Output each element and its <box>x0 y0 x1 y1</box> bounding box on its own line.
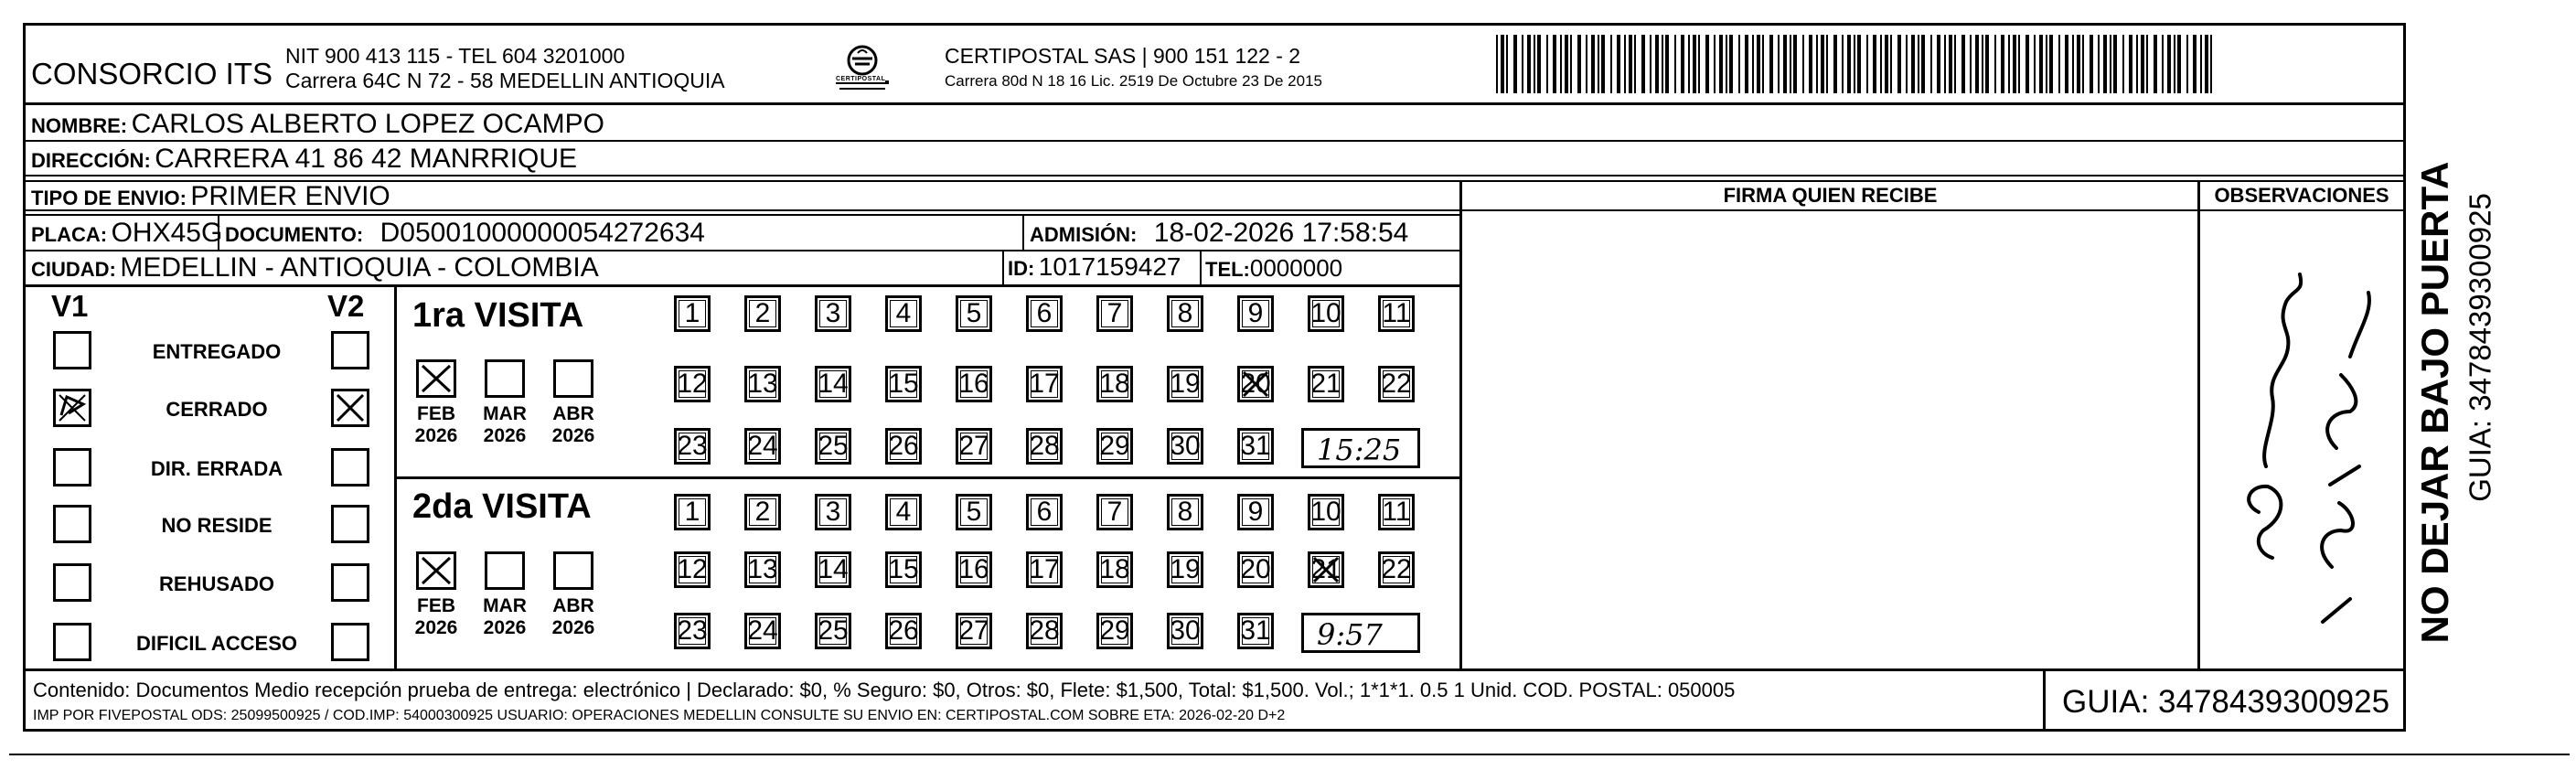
barcode-bar <box>1890 35 1892 93</box>
barcode-bar <box>2103 35 2107 93</box>
barcode-bar <box>1982 35 1983 93</box>
barcode-bar <box>1560 35 1562 93</box>
barcode-bar <box>1975 35 1979 93</box>
status-label: CERRADO <box>166 398 268 421</box>
first-day-cell[interactable]: 12 <box>674 366 711 402</box>
first-time-value: 15:25 <box>1317 433 1402 467</box>
first-day-cell[interactable]: 14 <box>815 366 851 402</box>
barcode-bar <box>1688 35 1690 93</box>
nombre-label: NOMBRE: <box>31 114 128 137</box>
barcode-bar <box>2026 35 2029 93</box>
second-day-cell[interactable]: 14 <box>815 551 851 588</box>
barcode-bar <box>2136 35 2138 93</box>
v1-checkbox[interactable] <box>53 448 91 487</box>
barcode-bar <box>1665 35 1669 93</box>
barcode-bar <box>1591 35 1595 93</box>
footer-guia: GUIA: 3478439300925 <box>2062 684 2390 720</box>
second-day-cell[interactable]: 23 <box>674 613 711 649</box>
barcode-bar <box>1783 35 1787 93</box>
second-day-cell[interactable]: 26 <box>885 613 922 649</box>
barcode-bar <box>1629 35 1632 93</box>
barcode-bar <box>1954 35 1956 93</box>
barcode-bar <box>1821 35 1824 93</box>
second-day-cell[interactable]: 29 <box>1096 613 1133 649</box>
v2-checkbox[interactable] <box>331 505 369 543</box>
barcode-bar <box>1610 35 1612 93</box>
first-month-checkbox[interactable] <box>553 359 593 398</box>
second-day-cell[interactable]: 24 <box>744 613 781 649</box>
second-month-label <box>545 595 602 639</box>
barcode-bar <box>1854 35 1855 93</box>
barcode-bar <box>1921 35 1925 93</box>
second-day-cell[interactable]: 31 <box>1237 613 1274 649</box>
tel-value: 0000000 <box>1249 254 1343 282</box>
observaciones-header: OBSERVACIONES <box>2214 184 2389 207</box>
barcode-bar <box>2090 35 2093 93</box>
barcode-bar <box>1598 35 1599 93</box>
second-day-cell[interactable]: 15 <box>885 551 922 588</box>
barcode-bar <box>1911 35 1915 93</box>
barcode-bar <box>1705 35 1709 93</box>
admision-value: 18-02-2026 17:58:54 <box>1153 218 1409 248</box>
barcode-bar <box>2146 35 2148 93</box>
second-month-label <box>408 595 465 639</box>
barcode-bar <box>1662 35 1663 93</box>
barcode-bar <box>2065 35 2068 93</box>
first-day-cell[interactable]: 24 <box>744 428 781 465</box>
v1-checkbox[interactable] <box>53 331 91 369</box>
barcode-bar <box>1601 35 1605 93</box>
barcode-bar <box>1857 35 1861 93</box>
barcode-bar <box>1762 35 1764 93</box>
second-day-cell[interactable]: 8 <box>1167 494 1203 530</box>
first-day-cell[interactable]: 7 <box>1096 295 1133 332</box>
month-year: 2026 <box>414 617 458 639</box>
barcode-bar <box>1847 35 1851 93</box>
company-name: CONSORCIO ITS <box>31 57 273 91</box>
first-day-cell[interactable]: 5 <box>956 295 992 332</box>
barcode-bar <box>1970 35 1972 93</box>
month-name: MAR <box>483 403 527 424</box>
certipostal-logo <box>830 42 894 93</box>
observaciones-text: D negro 18/2/26 <box>2222 238 2229 239</box>
barcode-bar <box>1570 35 1572 93</box>
second-day-cell[interactable]: 28 <box>1026 613 1063 649</box>
first-day-cell[interactable]: 2 <box>744 295 781 332</box>
second-month-label <box>476 595 533 639</box>
barcode-bar <box>1693 35 1696 93</box>
second-day-cell[interactable]: 12 <box>674 551 711 588</box>
second-day-cell[interactable]: 4 <box>885 494 922 530</box>
second-day-cell[interactable]: 1 <box>674 494 711 530</box>
month-year: 2026 <box>414 425 458 447</box>
second-month-checkbox[interactable] <box>485 551 525 590</box>
second-day-cell[interactable]: 19 <box>1167 551 1203 588</box>
barcode-bar <box>1729 35 1733 93</box>
barcode-bar <box>1513 35 1517 93</box>
barcode-bar <box>2018 35 2020 93</box>
barcode-bar <box>2110 35 2111 93</box>
barcode-bar <box>1985 35 1989 93</box>
barcode-bar <box>1769 35 1773 93</box>
first-day-cell[interactable]: 17 <box>1026 366 1063 402</box>
first-day-cell[interactable]: 13 <box>744 366 781 402</box>
barcode-bar <box>2205 35 2208 93</box>
second-day-cell[interactable]: 20 <box>1237 551 1274 588</box>
status-label: DIR. ERRADA <box>150 457 283 480</box>
second-day-cell[interactable]: 6 <box>1026 494 1063 530</box>
barcode-bar <box>1757 35 1760 93</box>
barcode-bar <box>1826 35 1828 93</box>
barcode-bar <box>2039 35 2043 93</box>
barcode-bar <box>1634 35 1636 93</box>
barcode-bar <box>1577 35 1581 93</box>
month-year: 2026 <box>551 425 595 447</box>
barcode-bar <box>2013 35 2016 93</box>
footer-print-info: IMP POR FIVEPOSTAL ODS: 25099500925 / COD.IMP: 54000300925 USUARIO: OPERACIONES MEDELLIN CONSULTE SU ENVIO EN: CERTIPOSTAL.COM SOBRE ETA: 2026-02-20 D+2 <box>33 708 1286 723</box>
barcode-bar <box>1496 35 1498 93</box>
barcode <box>1496 35 2218 93</box>
guia-vertical: GUIA: 3478439300925 <box>2463 193 2497 502</box>
barcode-bar <box>1842 35 1844 93</box>
v1-checkbox[interactable] <box>53 623 91 661</box>
barcode-bar <box>1522 35 1523 93</box>
nombre-row <box>31 111 604 138</box>
barcode-bar <box>1961 35 1965 93</box>
first-day-cell[interactable]: 31 <box>1237 428 1274 465</box>
barcode-bar <box>1674 35 1676 93</box>
second-day-cell[interactable]: 27 <box>956 613 992 649</box>
first-day-cell[interactable]: 16 <box>956 366 992 402</box>
first-day-cell[interactable]: 15 <box>885 366 922 402</box>
barcode-bar <box>2001 35 2004 93</box>
direccion-label: DIRECCIÓN: <box>31 149 151 172</box>
second-day-cell[interactable]: 7 <box>1096 494 1133 530</box>
ciudad-label: CIUDAD: <box>31 258 116 281</box>
documento-field <box>225 219 705 247</box>
barcode-bar <box>2049 35 2053 93</box>
v2-checkbox[interactable] <box>331 331 369 369</box>
v1-header: V1 <box>51 289 89 323</box>
documento-value: D05001000000054272634 <box>379 218 705 248</box>
barcode-bar <box>1527 35 1531 93</box>
direccion-value: CARRERA 41 86 42 MANRRIQUE <box>155 144 578 174</box>
v1-checkbox[interactable] <box>53 389 91 427</box>
first-day-cell[interactable]: 27 <box>956 428 992 465</box>
certipostal-line: CERTIPOSTAL SAS | 900 151 122 - 2 <box>945 44 1301 68</box>
id-label: ID: <box>1008 257 1035 280</box>
barcode-bar <box>1641 35 1645 93</box>
license-line: Carrera 80d N 18 16 Lic. 2519 De Octubre 23 De 2015 <box>945 72 1322 90</box>
first-day-cell[interactable]: 10 <box>1308 295 1344 332</box>
v2-checkbox[interactable] <box>331 448 369 487</box>
id-field <box>1008 254 1181 280</box>
barcode-bar <box>1586 35 1587 93</box>
status-label: DIFICIL ACCESO <box>135 632 297 655</box>
barcode-bar <box>1537 35 1541 93</box>
first-time-box[interactable] <box>1301 428 1420 468</box>
first-month-label <box>476 403 533 447</box>
id-value: 1017159427 <box>1038 252 1181 281</box>
barcode-bar <box>2113 35 2117 93</box>
first-month-label <box>408 403 465 447</box>
first-day-cell[interactable]: 21 <box>1308 366 1344 402</box>
status-label: ENTREGADO <box>152 340 282 363</box>
barcode-bar <box>1937 35 1940 93</box>
barcode-bar <box>1752 35 1754 93</box>
barcode-bar <box>2072 35 2074 93</box>
month-name: ABR <box>552 403 594 424</box>
nombre-value: CARLOS ALBERTO LOPEZ OCAMPO <box>131 109 604 139</box>
logo-caption: CERTIPOSTAL <box>836 76 886 82</box>
month-name: MAR <box>483 595 527 616</box>
v2-checkbox[interactable] <box>331 389 369 427</box>
barcode-bar <box>1546 35 1548 93</box>
second-month-checkbox[interactable] <box>416 551 456 590</box>
no-dejar-warning: NO DEJAR BAJO PUERTA <box>2413 161 2456 644</box>
nit-line: NIT 900 413 115 - TEL 604 3201000 <box>285 44 625 68</box>
barcode-bar <box>2046 35 2047 93</box>
barcode-bar <box>1698 35 1700 93</box>
first-day-cell[interactable]: 6 <box>1026 295 1063 332</box>
barcode-bar <box>1617 35 1620 93</box>
direccion-row <box>31 145 577 173</box>
status-label: REHUSADO <box>159 572 274 595</box>
first-visit-title: 1ra VISITA <box>412 296 584 335</box>
v1-checkbox[interactable] <box>53 505 91 543</box>
barcode-bar <box>1885 35 1888 93</box>
second-visit-title: 2da VISITA <box>412 487 592 526</box>
barcode-bar <box>2210 35 2212 93</box>
barcode-bar <box>2122 35 2124 93</box>
address-line: Carrera 64C N 72 - 58 MEDELLIN ANTIOQUIA <box>285 69 725 92</box>
barcode-bar <box>1745 35 1748 93</box>
second-day-cell[interactable]: 3 <box>815 494 851 530</box>
second-day-cell[interactable]: 11 <box>1378 494 1415 530</box>
barcode-bar <box>2154 35 2157 93</box>
barcode-bar <box>1816 35 1818 93</box>
second-month-checkbox[interactable] <box>553 551 593 590</box>
documento-label: DOCUMENTO: <box>225 223 364 246</box>
barcode-bar <box>1714 35 1716 93</box>
admision-field <box>1030 219 1408 247</box>
first-day-cell[interactable]: 20 <box>1237 366 1274 402</box>
first-day-cell[interactable]: 22 <box>1378 366 1415 402</box>
barcode-bar <box>1906 35 1908 93</box>
second-day-cell[interactable]: 25 <box>815 613 851 649</box>
v2-header: V2 <box>327 289 365 323</box>
second-day-cell[interactable]: 18 <box>1096 551 1133 588</box>
admision-label: ADMISIÓN: <box>1030 223 1138 246</box>
second-day-cell[interactable]: 30 <box>1167 613 1203 649</box>
month-name: FEB <box>417 403 455 424</box>
barcode-bar <box>1534 35 1535 93</box>
barcode-bar <box>1726 35 1727 93</box>
barcode-bar <box>2034 35 2036 93</box>
barcode-bar <box>1994 35 1996 93</box>
first-day-cell[interactable]: 8 <box>1167 295 1203 332</box>
month-name: ABR <box>552 595 594 616</box>
barcode-bar <box>1790 35 1791 93</box>
barcode-bar <box>1880 35 1882 93</box>
barcode-bar <box>1506 35 1508 93</box>
barcode-bar <box>2177 35 2181 93</box>
first-day-cell[interactable]: 3 <box>815 295 851 332</box>
barcode-bar <box>2186 35 2188 93</box>
barcode-bar <box>1719 35 1723 93</box>
barcode-bar <box>2174 35 2175 93</box>
first-day-cell[interactable]: 9 <box>1237 295 1274 332</box>
barcode-bar <box>2082 35 2084 93</box>
second-day-cell[interactable]: 13 <box>744 551 781 588</box>
first-day-cell[interactable]: 1 <box>674 295 711 332</box>
barcode-bar <box>1778 35 1780 93</box>
barcode-bar <box>2058 35 2060 93</box>
month-year: 2026 <box>551 617 595 639</box>
second-day-cell[interactable]: 2 <box>744 494 781 530</box>
barcode-bar <box>1944 35 1946 93</box>
first-day-cell[interactable]: 11 <box>1378 295 1415 332</box>
month-year: 2026 <box>483 425 527 447</box>
barcode-bar <box>1866 35 1868 93</box>
second-day-cell[interactable]: 5 <box>956 494 992 530</box>
status-label: NO RESIDE <box>161 514 273 537</box>
barcode-bar <box>2008 35 2010 93</box>
tel-field <box>1205 256 1342 280</box>
barcode-bar <box>1949 35 1952 93</box>
first-month-label <box>545 403 602 447</box>
second-day-cell[interactable]: 22 <box>1378 551 1415 588</box>
second-day-cell[interactable]: 9 <box>1237 494 1274 530</box>
first-day-cell[interactable]: 26 <box>885 428 922 465</box>
barcode-bar <box>1565 35 1568 93</box>
barcode-bar <box>1833 35 1837 93</box>
v1-checkbox[interactable] <box>53 563 91 602</box>
firma-header: FIRMA QUIEN RECIBE <box>1723 184 1938 207</box>
barcode-bar <box>2077 35 2080 93</box>
barcode-bar <box>1681 35 1684 93</box>
ciudad-field <box>31 254 599 282</box>
second-time-value: 9:57 <box>1317 617 1383 652</box>
first-day-cell[interactable]: 28 <box>1026 428 1063 465</box>
placa-field <box>31 219 222 247</box>
v2-checkbox[interactable] <box>331 623 369 661</box>
tipo-envio-label: TIPO DE ENVIO: <box>31 187 187 209</box>
tipo-envio-row <box>31 183 390 210</box>
barcode-bar <box>1738 35 1740 93</box>
barcode-bar <box>2098 35 2100 93</box>
second-day-cell[interactable]: 17 <box>1026 551 1063 588</box>
barcode-bar <box>1809 35 1812 93</box>
barcode-bar <box>2193 35 2197 93</box>
first-day-cell[interactable]: 4 <box>885 295 922 332</box>
first-month-checkbox[interactable] <box>485 359 525 398</box>
observaciones-handwriting <box>2222 238 2396 658</box>
first-month-checkbox[interactable] <box>416 359 456 398</box>
barcode-bar <box>1655 35 1659 93</box>
placa-label: PLACA: <box>31 223 108 246</box>
barcode-bar <box>1873 35 1876 93</box>
placa-value: OHX45G <box>111 218 223 248</box>
first-day-cell[interactable]: 23 <box>674 428 711 465</box>
barcode-bar <box>1930 35 1932 93</box>
barcode-bar <box>1650 35 1651 93</box>
second-day-cell[interactable]: 10 <box>1308 494 1344 530</box>
first-day-cell[interactable]: 30 <box>1167 428 1203 465</box>
barcode-bar <box>1802 35 1804 93</box>
barcode-bar <box>2167 35 2171 93</box>
tel-label: TEL: <box>1205 258 1250 281</box>
month-year: 2026 <box>483 617 527 639</box>
month-name: FEB <box>417 595 455 616</box>
second-time-box[interactable] <box>1301 613 1420 653</box>
barcode-bar <box>1897 35 1901 93</box>
footer-content: Contenido: Documentos Medio recepción prueba de entrega: electrónico | Declarado: $0, % Seguro: $0, Otros: $0, Flete: $1,500, Total: $1,500. Vol.; 1*1*1. 0.5 1 Unid. COD. POSTAL: 050005 <box>33 679 1736 701</box>
barcode-bar <box>1553 35 1556 93</box>
barcode-bar <box>1624 35 1626 93</box>
tipo-envio-value: PRIMER ENVIO <box>190 181 390 211</box>
barcode-bar <box>2162 35 2164 93</box>
barcode-bar <box>1501 35 1504 93</box>
second-day-cell[interactable]: 16 <box>956 551 992 588</box>
barcode-bar <box>2129 35 2132 93</box>
first-day-cell[interactable]: 18 <box>1096 366 1133 402</box>
barcode-bar <box>2141 35 2144 93</box>
barcode-bar <box>2200 35 2202 93</box>
barcode-bar <box>1918 35 1919 93</box>
first-day-cell[interactable]: 29 <box>1096 428 1133 465</box>
v2-checkbox[interactable] <box>331 563 369 602</box>
ciudad-value: MEDELLIN - ANTIOQUIA - COLOMBIA <box>120 252 599 283</box>
barcode-bar <box>1793 35 1797 93</box>
second-day-cell[interactable]: 21 <box>1308 551 1344 588</box>
first-day-cell[interactable]: 25 <box>815 428 851 465</box>
first-day-cell[interactable]: 19 <box>1167 366 1203 402</box>
